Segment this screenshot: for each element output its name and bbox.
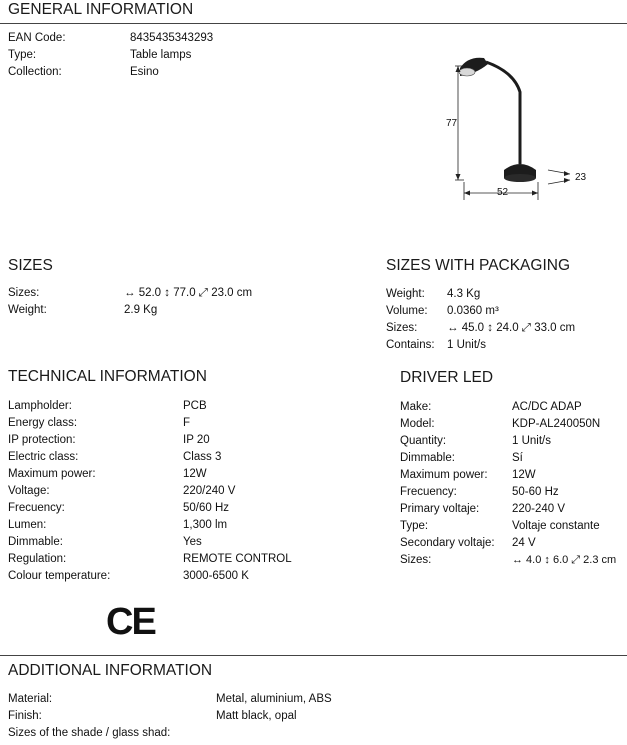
technical-value: 50/60 Hz (183, 502, 230, 514)
technical-label: Lampholder: (8, 400, 72, 412)
general-value: Table lamps (130, 49, 192, 61)
driver-label: Primary voltaje: (400, 503, 480, 515)
packaging-value: 0.0360 m³ (447, 305, 499, 317)
technical-value: IP 20 (183, 434, 210, 446)
driver-label: Quantity: (400, 435, 447, 447)
additional-label: Finish: (8, 710, 42, 722)
technical-value: 12W (183, 468, 207, 480)
driver-heading: DRIVER LED (400, 369, 494, 386)
sizes-value: 2.9 Kg (124, 304, 158, 316)
technical-label: Voltage: (8, 485, 50, 497)
height-dimension-label: 77 (446, 118, 458, 129)
driver-label: Type: (400, 520, 429, 532)
sizes-heading: SIZES (8, 257, 53, 274)
additional-label: Sizes of the shade / glass shad: (8, 727, 171, 739)
technical-label: Frecuency: (8, 502, 65, 514)
sizes-value: ↔ 52.0 ↕ 77.0 ⤢ 23.0 cm (124, 287, 253, 299)
ce-mark-icon: CE (106, 601, 155, 643)
driver-value: Voltaje constante (512, 520, 600, 532)
driver-label: Maximum power: (400, 469, 488, 481)
technical-label: Dimmable: (8, 536, 63, 548)
driver-value: KDP-AL240050N (512, 418, 601, 430)
technical-label: Energy class: (8, 417, 78, 429)
technical-label: Colour temperature: (8, 570, 111, 582)
technical-value: REMOTE CONTROL (183, 553, 292, 565)
packaging-label: Weight: (386, 288, 425, 300)
packaging-label: Sizes: (386, 322, 418, 334)
technical-value: F (183, 417, 191, 429)
driver-label: Make: (400, 401, 432, 413)
packaging-heading: SIZES WITH PACKAGING (386, 257, 571, 274)
driver-value: 24 V (512, 537, 536, 549)
general-label: Type: (8, 49, 37, 61)
sizes-label: Weight: (8, 304, 47, 316)
driver-label: Secondary voltaje: (400, 537, 495, 549)
technical-label: Electric class: (8, 451, 79, 463)
additional-divider (0, 655, 627, 656)
technical-value: Yes (183, 536, 202, 548)
lamp-icon (459, 58, 536, 182)
driver-label: Dimmable: (400, 452, 455, 464)
general-divider (0, 23, 627, 24)
width-dimension-label: 52 (497, 187, 509, 198)
driver-value: 220-240 V (512, 503, 566, 515)
additional-label: Material: (8, 693, 53, 705)
depth-dimension-label: 23 (575, 172, 587, 183)
driver-label: Model: (400, 418, 435, 430)
packaging-label: Volume: (386, 305, 428, 317)
technical-value: 3000-6500 K (183, 570, 249, 582)
lamp-dimension-drawing (430, 52, 595, 212)
driver-value: ↔ 4.0 ↕ 6.0 ⤢ 2.3 cm (512, 554, 617, 566)
technical-label: IP protection: (8, 434, 76, 446)
packaging-value: 4.3 Kg (447, 288, 481, 300)
technical-value: PCB (183, 400, 207, 412)
additional-value: Metal, aluminium, ABS (216, 693, 332, 705)
technical-label: Regulation: (8, 553, 67, 565)
general-label: Collection: (8, 66, 62, 78)
general-heading: GENERAL INFORMATION (8, 1, 194, 18)
driver-label: Sizes: (400, 554, 432, 566)
general-label: EAN Code: (8, 32, 66, 44)
technical-heading: TECHNICAL INFORMATION (8, 368, 207, 385)
packaging-label: Contains: (386, 339, 435, 351)
driver-label: Frecuency: (400, 486, 457, 498)
driver-value: 1 Unit/s (512, 435, 551, 447)
packaging-value: 1 Unit/s (447, 339, 486, 351)
technical-value: 220/240 V (183, 485, 236, 497)
driver-value: Sí (512, 452, 523, 464)
technical-label: Maximum power: (8, 468, 96, 480)
general-value: Esino (130, 66, 159, 78)
general-value: 8435435343293 (130, 32, 214, 44)
driver-value: 50-60 Hz (512, 486, 559, 498)
sizes-label: Sizes: (8, 287, 40, 299)
driver-value: AC/DC ADAP (512, 401, 582, 413)
driver-value: 12W (512, 469, 536, 481)
technical-label: Lumen: (8, 519, 47, 531)
packaging-value: ↔ 45.0 ↕ 24.0 ⤢ 33.0 cm (447, 322, 576, 334)
additional-heading: ADDITIONAL INFORMATION (8, 662, 213, 679)
technical-value: 1,300 lm (183, 519, 228, 531)
technical-value: Class 3 (183, 451, 222, 463)
additional-value: Matt black, opal (216, 710, 297, 722)
